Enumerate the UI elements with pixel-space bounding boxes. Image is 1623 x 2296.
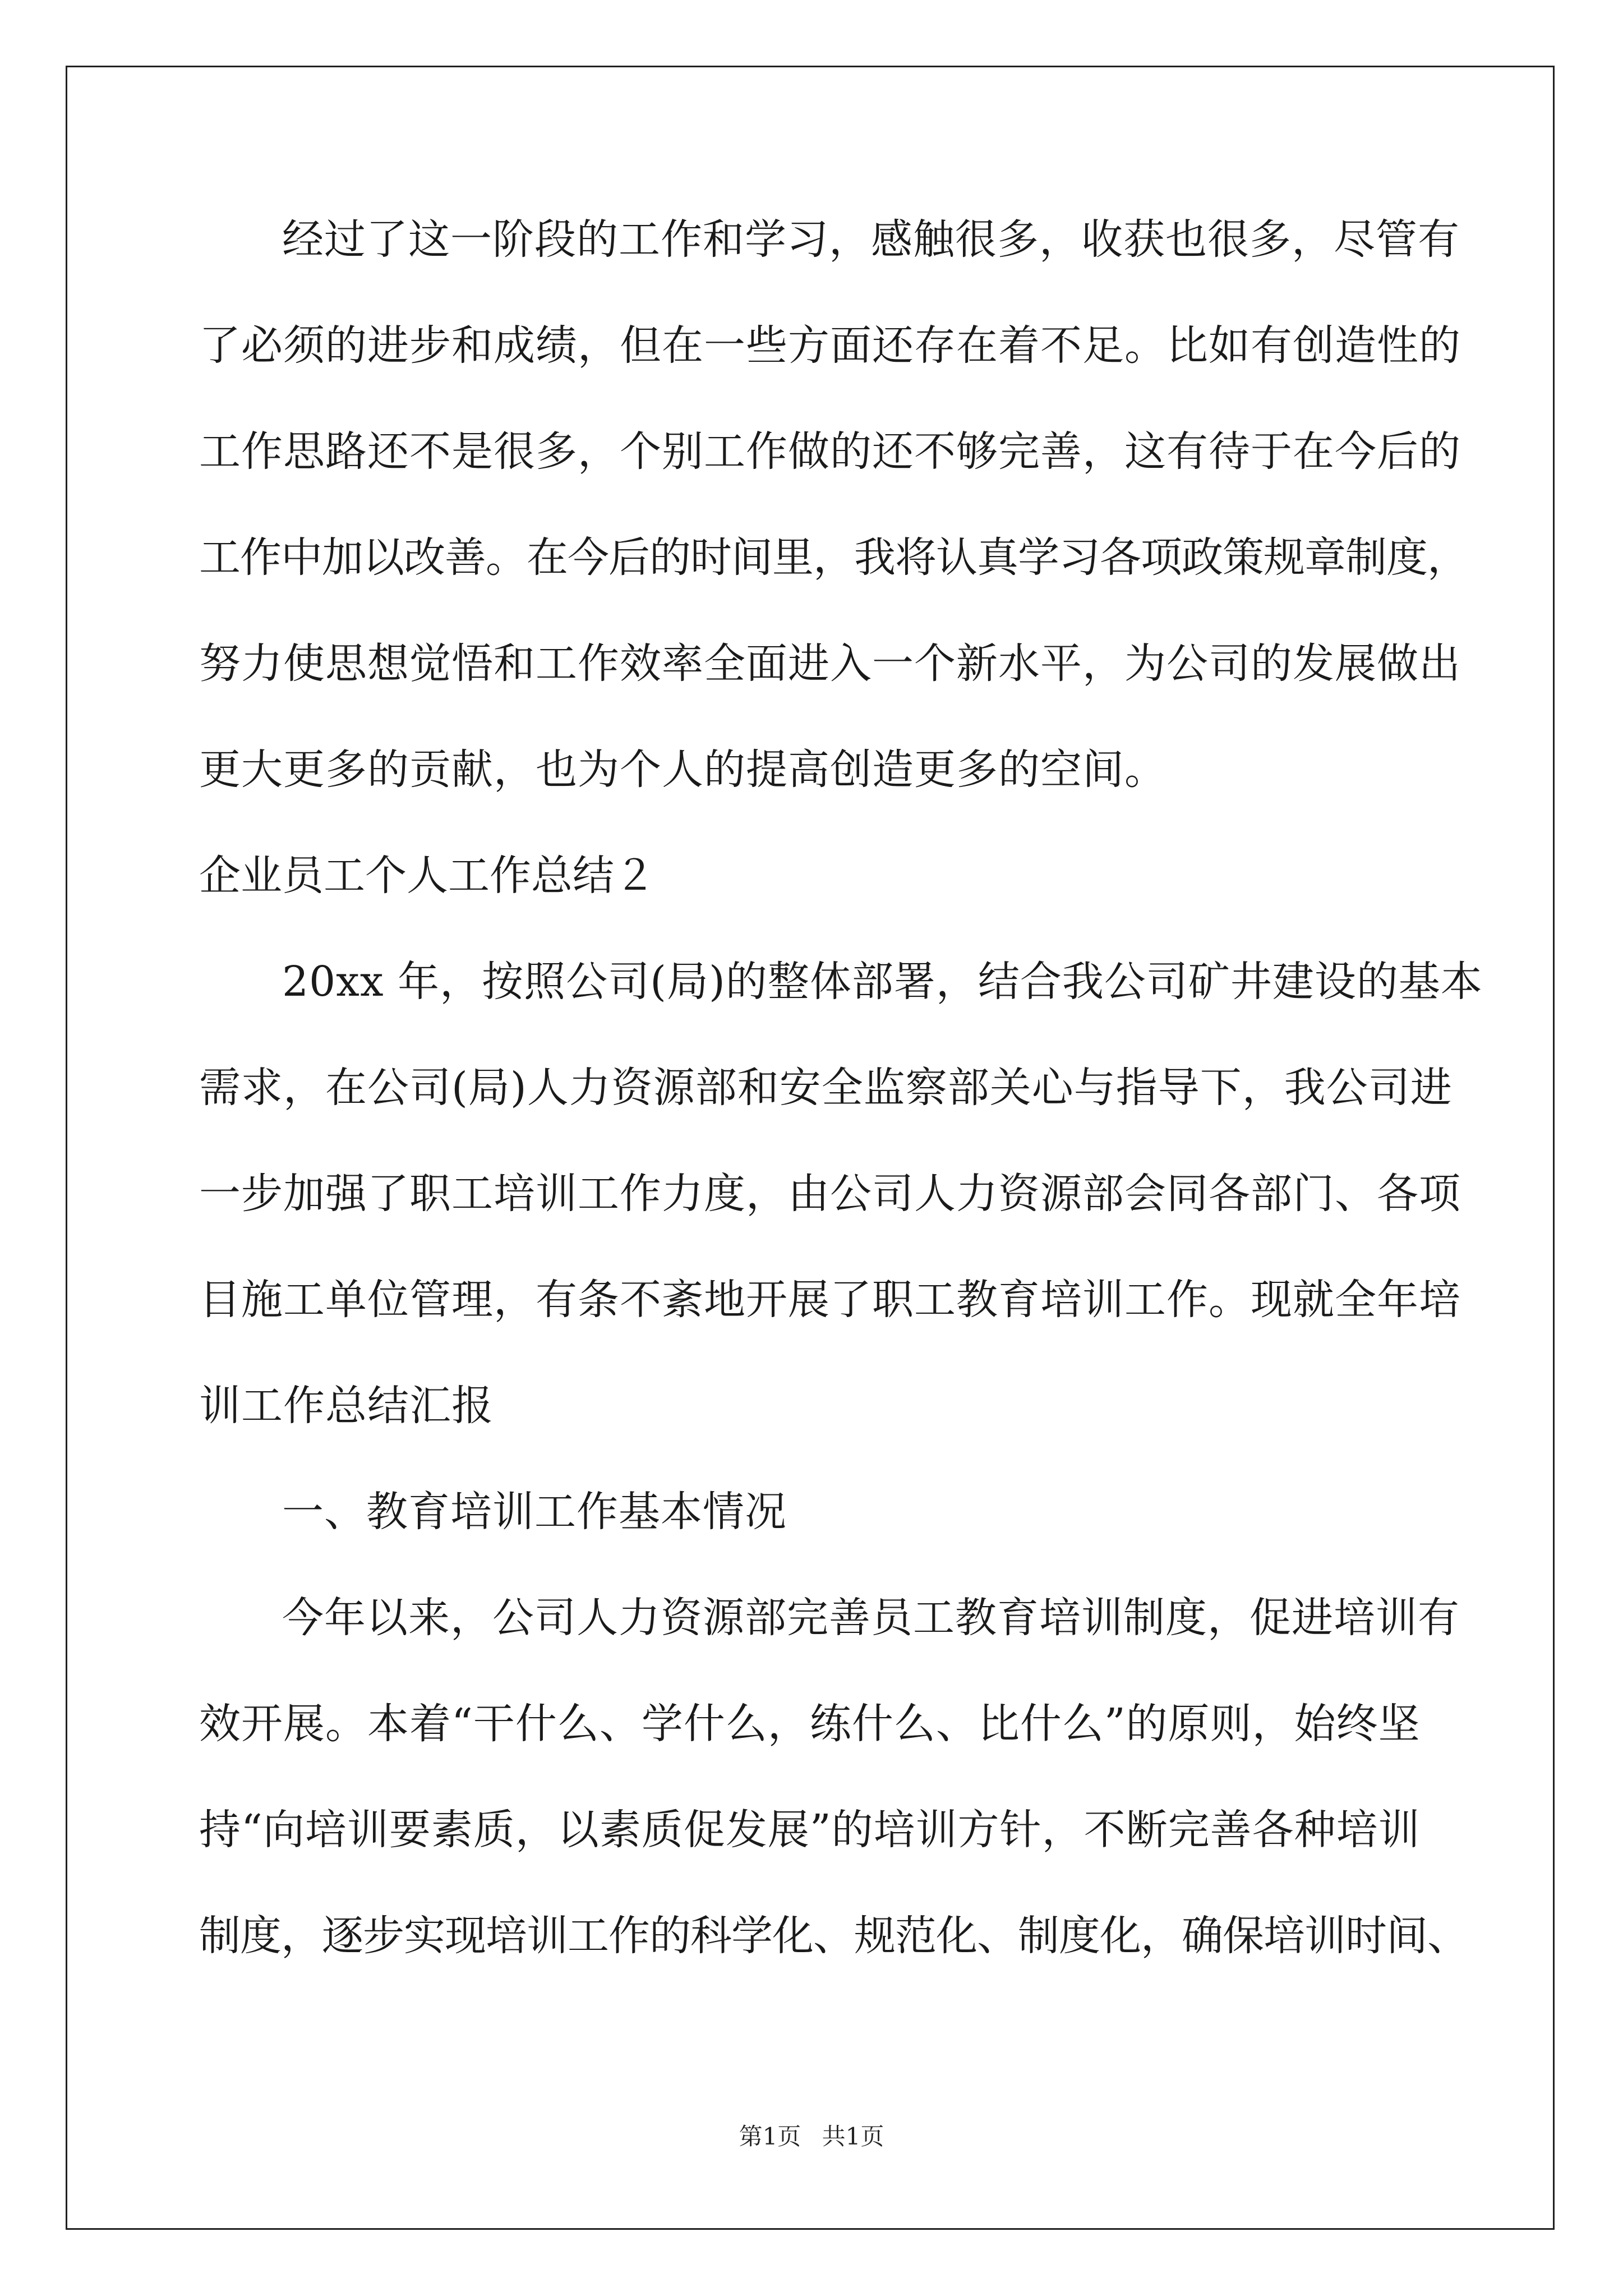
paragraph-line: 效开展。本着“干什么、学什么，练什么、比什么”的原则，始终坚 (199, 1700, 1421, 1748)
paragraph-line: 训工作总结汇报 (199, 1382, 494, 1430)
page-number: 第1页 (739, 2123, 801, 2150)
paragraph-line: 了必须的进步和成绩，但在一些方面还存在着不足。比如有创造性的 (199, 321, 1461, 370)
subsection-heading: 一、教育培训工作基本情况 (282, 1488, 787, 1536)
paragraph-line: 目施工单位管理，有条不紊地开展了职工教育培训工作。现就全年培 (199, 1276, 1461, 1324)
paragraph-line: 工作中加以改善。在今后的时间里，我将认真学习各项政策规章制度， (199, 533, 1468, 582)
paragraph-line: 工作思路还不是很多，个别工作做的还不够完善，这有待于在今后的 (199, 427, 1461, 476)
page-total: 共1页 (822, 2123, 884, 2150)
paragraph-line: 更大更多的贡献，也为个人的提高创造更多的空间。 (199, 746, 1166, 794)
paragraph-line: 经过了这一阶段的工作和学习，感触很多，收获也很多，尽管有 (282, 215, 1460, 264)
paragraph-line: 制度，逐步实现培训工作的科学化、规范化、制度化，确保培训时间、 (199, 1912, 1468, 1960)
paragraph-line: 20xx 年，按照公司(局)的整体部署，结合我公司矿井建设的基本 (282, 958, 1483, 1006)
paragraph-line: 今年以来，公司人力资源部完善员工教育培训制度，促进培训有 (282, 1594, 1460, 1642)
paragraph-line: 一步加强了职工培训工作力度，由公司人力资源部会同各部门、各项 (199, 1170, 1461, 1218)
paragraph-line: 努力使思想觉悟和工作效率全面进入一个新水平，为公司的发展做出 (199, 639, 1461, 688)
paragraph-line: 持“向培训要素质，以素质促发展”的培训方针，不断完善各种培训 (199, 1806, 1421, 1854)
document-body (199, 209, 1483, 2011)
section-title: 企业员工个人工作总结２ (199, 852, 656, 900)
paragraph-line: 需求，在公司(局)人力资源部和安全监察部关心与指导下，我公司进 (199, 1064, 1453, 1112)
page-footer (0, 2118, 1623, 2152)
